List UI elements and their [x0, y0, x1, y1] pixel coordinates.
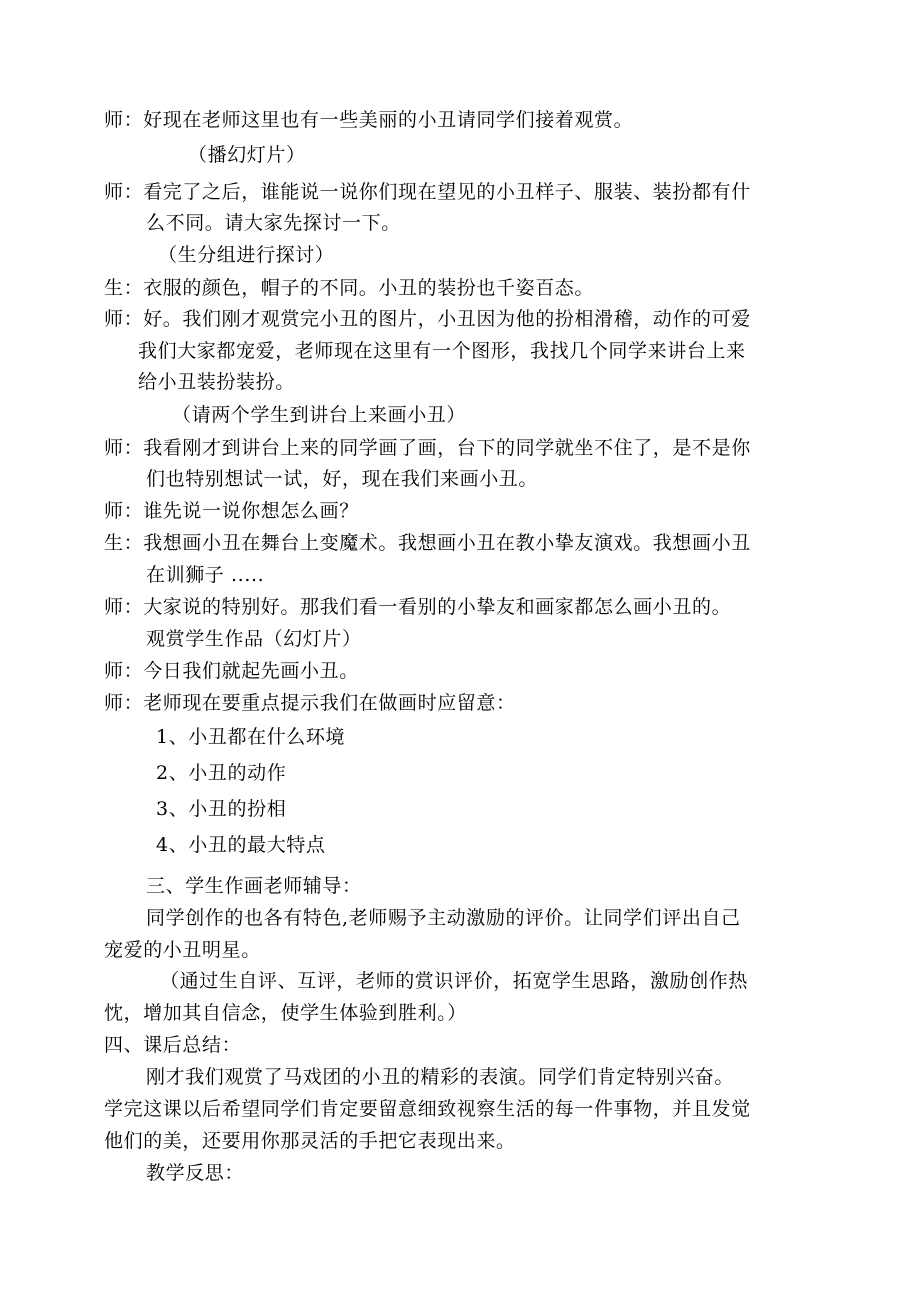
line-text: 好现在老师这里也有一些美丽的小丑请同学们接着观赏。	[143, 109, 634, 131]
line-text: 宠爱的小丑明星。	[104, 939, 261, 961]
line-text: 刚才我们观赏了马戏团的小丑的精彩的表演。同学们肯定特别兴奋。	[146, 1066, 735, 1088]
line-text: 他们的美，还要用你那灵活的手把它表现出来。	[104, 1130, 516, 1152]
section-heading	[104, 1033, 241, 1057]
line-text: 谁先说一说你想怎么画？	[143, 500, 359, 522]
speaker-label: 生：	[104, 532, 144, 554]
line-text: 四、课后总结：	[104, 1034, 242, 1056]
stage-direction	[188, 143, 306, 167]
paragraph-line	[160, 969, 748, 993]
line-text: 我看刚才到讲台上来的同学画了画，台下的同学就坐不住了，是不是你	[143, 437, 751, 459]
line-text: 1、小丑都在什么环境	[156, 726, 346, 748]
line-text: 给小丑装扮装扮。	[138, 371, 295, 393]
list-item	[156, 725, 345, 749]
line-text: 大家说的特别好。那我们看一看别的小挚友和画家都怎么画小丑的。	[143, 596, 732, 618]
speaker-label: 师：	[104, 596, 144, 618]
line-text: 在训狮子 .....	[146, 564, 265, 586]
paragraph-line	[146, 906, 741, 930]
line-text: （通过生自评、互评，老师的赏识评价，拓宽学生思路，激励创作热	[160, 970, 749, 992]
text-line	[104, 180, 751, 204]
line-text: 么不同。请大家先探讨一下。	[146, 212, 401, 234]
text-line	[104, 691, 516, 715]
line-text: 3、小丑的扮相	[156, 798, 287, 820]
line-text: 同学创作的也各有特色,老师赐予主动激励的评价。让同学们评出自己	[146, 907, 741, 929]
line-text: 老师现在要重点提示我们在做画时应留意：	[143, 692, 516, 714]
paragraph-line	[104, 938, 261, 962]
text-line	[104, 595, 731, 619]
speaker-label: 师：	[104, 437, 144, 459]
line-text: 忱，增加其自信念，使学生体验到胜利。）	[104, 1002, 467, 1024]
text-line	[138, 339, 746, 363]
speaker-label: 师：	[104, 181, 144, 203]
line-text: 们也特别想试一试，好，现在我们来画小丑。	[146, 468, 539, 490]
line-text: （生分组进行探讨）	[158, 244, 335, 266]
speaker-label: 师：	[104, 660, 144, 682]
text-line	[104, 531, 751, 555]
line-text: 教学反思：	[146, 1162, 245, 1184]
text-line	[146, 211, 401, 235]
paragraph-line	[146, 1065, 734, 1089]
speaker-label: 师：	[104, 500, 144, 522]
text-line	[104, 108, 633, 132]
line-text: 我想画小丑在舞台上变魔术。我想画小丑在教小挚友演戏。我想画小丑	[143, 532, 751, 554]
list-item	[156, 797, 286, 821]
text-line	[104, 436, 751, 460]
list-item	[156, 761, 286, 785]
line-text: 好。我们刚才观赏完小丑的图片，小丑因为他的扮相滑稽，动作的可爱	[143, 308, 751, 330]
speaker-label: 师：	[104, 692, 144, 714]
text-line	[104, 276, 594, 300]
line-text: 衣服的颜色，帽子的不同。小丑的装扮也千姿百态。	[143, 277, 595, 299]
line-text: （请两个学生到讲台上来画小丑）	[172, 404, 467, 426]
list-item	[156, 833, 326, 857]
paragraph-line	[104, 1129, 516, 1153]
line-text: 观赏学生作品（幻灯片）	[146, 628, 362, 650]
text-line	[146, 467, 538, 491]
stage-direction	[172, 403, 466, 427]
line-text: 4、小丑的最大特点	[156, 834, 326, 856]
text-line	[138, 370, 295, 394]
text-line	[104, 307, 751, 331]
speaker-label: 师：	[104, 308, 144, 330]
line-text: 学完这课以后希望同学们肯定要留意细致视察生活的每一件事物，并且发觉	[104, 1098, 751, 1120]
section-heading	[146, 874, 362, 898]
line-text: 我们大家都宠爱，老师现在这里有一个图形，我找几个同学来讲台上来	[138, 340, 746, 362]
line-text: 看完了之后，谁能说一说你们现在望见的小丑样子、服装、装扮都有什	[143, 181, 751, 203]
paragraph-line	[104, 1001, 467, 1025]
text-line	[146, 563, 264, 587]
line-text: （播幻灯片）	[188, 144, 306, 166]
stage-direction	[158, 243, 334, 267]
line-text: 2、小丑的动作	[156, 762, 287, 784]
text-line	[146, 627, 362, 651]
speaker-label: 师：	[104, 109, 144, 131]
section-heading	[146, 1161, 244, 1185]
text-line	[104, 499, 359, 523]
paragraph-line	[104, 1097, 751, 1121]
text-line	[104, 659, 359, 683]
line-text: 今日我们就起先画小丑。	[143, 660, 359, 682]
speaker-label: 生：	[104, 277, 144, 299]
line-text: 三、学生作画老师辅导：	[146, 875, 362, 897]
